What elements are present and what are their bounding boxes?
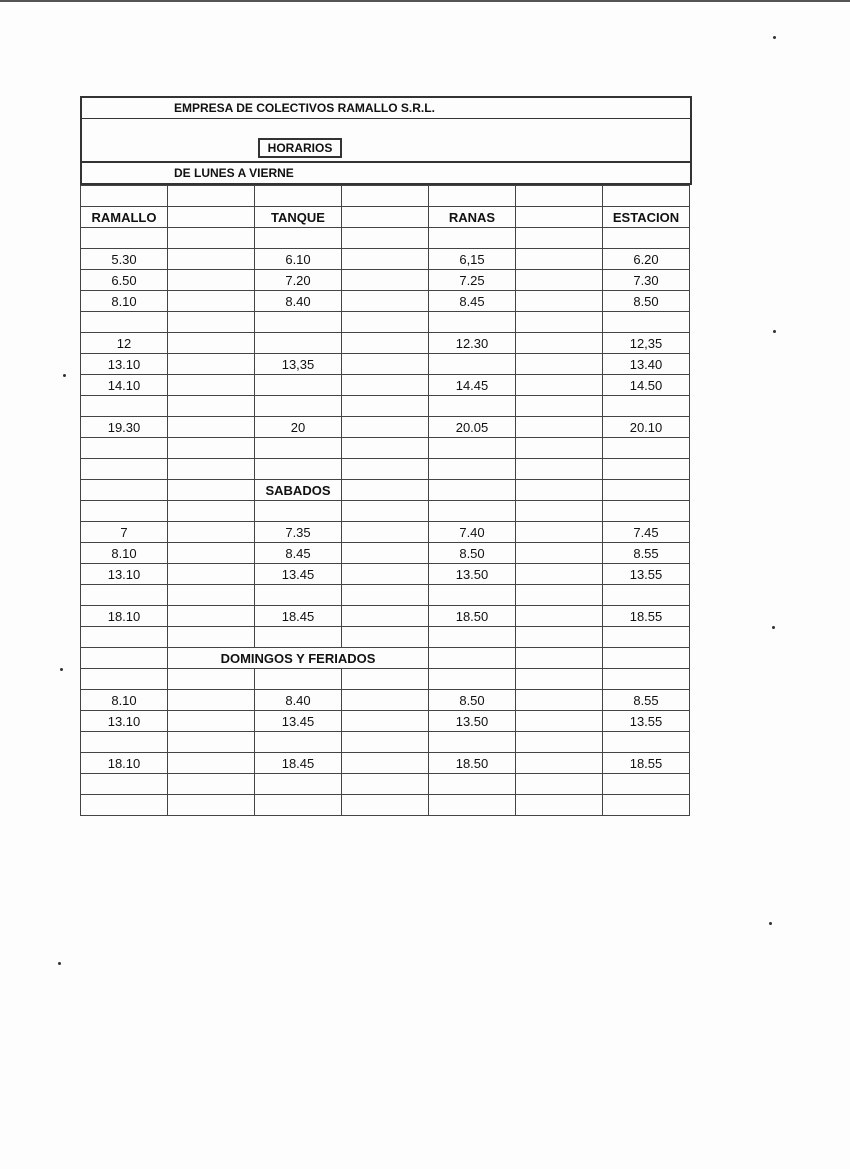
table-row — [81, 354, 690, 375]
empty-cell — [168, 291, 255, 312]
empty-cell — [603, 627, 690, 648]
empty-cell — [81, 774, 168, 795]
time-cell: 8.10 — [81, 690, 168, 711]
empty-cell — [81, 396, 168, 417]
empty-cell — [342, 627, 429, 648]
time-cell: 8.10 — [81, 291, 168, 312]
empty-cell — [81, 501, 168, 522]
spacer-row — [81, 669, 690, 690]
time-cell: 8.45 — [429, 291, 516, 312]
spacer-row — [81, 585, 690, 606]
table-row — [81, 690, 690, 711]
empty-cell — [168, 732, 255, 753]
table-row — [81, 711, 690, 732]
empty-cell — [429, 501, 516, 522]
empty-cell — [81, 228, 168, 249]
empty-cell — [342, 438, 429, 459]
empty-cell — [342, 732, 429, 753]
time-cell: 13,35 — [255, 354, 342, 375]
empty-cell — [516, 480, 603, 501]
horarios-row — [82, 119, 690, 163]
empty-cell — [81, 186, 168, 207]
empty-cell — [603, 228, 690, 249]
spacer-row — [81, 228, 690, 249]
empty-cell — [342, 669, 429, 690]
time-cell: 8.55 — [603, 690, 690, 711]
company-name: EMPRESA DE COLECTIVOS RAMALLO S.R.L. — [174, 101, 435, 115]
time-cell: 18.45 — [255, 753, 342, 774]
table-row — [81, 417, 690, 438]
empty-cell — [255, 396, 342, 417]
time-cell: 6.20 — [603, 249, 690, 270]
empty-cell — [429, 186, 516, 207]
empty-cell — [516, 501, 603, 522]
weekday-label: DE LUNES A VIERNE — [174, 166, 294, 180]
empty-cell — [81, 627, 168, 648]
empty-cell — [168, 690, 255, 711]
time-cell: 13.45 — [255, 711, 342, 732]
empty-cell — [342, 459, 429, 480]
empty-cell — [342, 396, 429, 417]
time-cell: 18.50 — [429, 606, 516, 627]
time-cell: 20.10 — [603, 417, 690, 438]
spacer-row — [81, 795, 690, 816]
time-cell: 8.10 — [81, 543, 168, 564]
time-cell: ESTACION — [603, 207, 690, 228]
time-cell: 7.45 — [603, 522, 690, 543]
spacer-row — [81, 438, 690, 459]
empty-cell — [516, 417, 603, 438]
timetable-body — [81, 186, 690, 816]
time-cell: 18.45 — [255, 606, 342, 627]
empty-cell — [342, 291, 429, 312]
section-row — [81, 648, 690, 669]
empty-cell — [168, 543, 255, 564]
empty-cell — [342, 522, 429, 543]
empty-cell — [168, 501, 255, 522]
time-cell — [429, 354, 516, 375]
time-cell: RANAS — [429, 207, 516, 228]
empty-cell — [429, 648, 516, 669]
empty-cell — [516, 438, 603, 459]
empty-cell — [81, 438, 168, 459]
time-cell: 6.50 — [81, 270, 168, 291]
empty-cell — [516, 774, 603, 795]
empty-cell — [255, 627, 342, 648]
section-row — [81, 480, 690, 501]
time-cell: 5.30 — [81, 249, 168, 270]
empty-cell — [255, 501, 342, 522]
time-cell: 7.25 — [429, 270, 516, 291]
empty-cell — [81, 459, 168, 480]
empty-cell — [516, 186, 603, 207]
empty-cell — [81, 648, 168, 669]
empty-cell — [342, 270, 429, 291]
table-row — [81, 375, 690, 396]
empty-cell — [342, 480, 429, 501]
empty-cell — [168, 753, 255, 774]
time-cell: 8.45 — [255, 543, 342, 564]
scan-speck — [772, 626, 775, 629]
empty-cell — [168, 585, 255, 606]
time-cell: 13.55 — [603, 564, 690, 585]
empty-cell — [516, 543, 603, 564]
schedule-sheet — [80, 96, 692, 816]
table-row — [81, 249, 690, 270]
time-cell: 14.10 — [81, 375, 168, 396]
table-row — [81, 564, 690, 585]
empty-cell — [516, 732, 603, 753]
empty-cell — [516, 312, 603, 333]
spacer-row — [81, 627, 690, 648]
empty-cell — [516, 585, 603, 606]
empty-cell — [516, 333, 603, 354]
time-cell: 20.05 — [429, 417, 516, 438]
empty-cell — [168, 354, 255, 375]
empty-cell — [81, 480, 168, 501]
empty-cell — [255, 459, 342, 480]
empty-cell — [516, 375, 603, 396]
time-cell: 20 — [255, 417, 342, 438]
empty-cell — [516, 627, 603, 648]
empty-cell — [342, 690, 429, 711]
empty-cell — [255, 438, 342, 459]
empty-cell — [342, 354, 429, 375]
empty-cell — [603, 774, 690, 795]
scan-edge — [0, 0, 850, 2]
empty-cell — [255, 795, 342, 816]
empty-cell — [342, 186, 429, 207]
time-cell: 7.35 — [255, 522, 342, 543]
empty-cell — [429, 396, 516, 417]
scan-speck — [60, 668, 63, 671]
table-row — [81, 753, 690, 774]
empty-cell — [168, 795, 255, 816]
time-cell: 8.50 — [603, 291, 690, 312]
scan-speck — [58, 962, 61, 965]
table-row — [81, 333, 690, 354]
time-cell: 7.20 — [255, 270, 342, 291]
time-cell: 12 — [81, 333, 168, 354]
time-cell: 8.50 — [429, 690, 516, 711]
empty-cell — [255, 774, 342, 795]
empty-cell — [168, 270, 255, 291]
empty-cell — [81, 732, 168, 753]
time-cell: 13.45 — [255, 564, 342, 585]
empty-cell — [516, 690, 603, 711]
empty-cell — [342, 606, 429, 627]
empty-cell — [603, 669, 690, 690]
spacer-row — [81, 312, 690, 333]
time-cell: 18.10 — [81, 753, 168, 774]
empty-cell — [168, 564, 255, 585]
empty-cell — [168, 186, 255, 207]
spacer-row — [81, 774, 690, 795]
empty-cell — [516, 207, 603, 228]
schedule-header — [80, 96, 692, 185]
spacer-row — [81, 501, 690, 522]
empty-cell — [168, 522, 255, 543]
empty-cell — [516, 753, 603, 774]
time-cell: 13.50 — [429, 711, 516, 732]
empty-cell — [168, 228, 255, 249]
empty-cell — [342, 501, 429, 522]
time-cell: 8.40 — [255, 291, 342, 312]
scan-speck — [773, 36, 776, 39]
timetable — [80, 185, 690, 816]
empty-cell — [516, 564, 603, 585]
empty-cell — [168, 312, 255, 333]
empty-cell — [255, 312, 342, 333]
empty-cell — [603, 438, 690, 459]
time-cell: 18.55 — [603, 606, 690, 627]
empty-cell — [429, 228, 516, 249]
empty-cell — [603, 396, 690, 417]
empty-cell — [516, 291, 603, 312]
empty-cell — [81, 585, 168, 606]
time-cell: 13.10 — [81, 354, 168, 375]
table-row — [81, 606, 690, 627]
empty-cell — [342, 207, 429, 228]
empty-cell — [603, 186, 690, 207]
time-cell: 14.45 — [429, 375, 516, 396]
spacer-row — [81, 459, 690, 480]
time-cell: 13.10 — [81, 564, 168, 585]
empty-cell — [168, 249, 255, 270]
scan-speck — [773, 330, 776, 333]
table-row — [81, 270, 690, 291]
empty-cell — [603, 648, 690, 669]
empty-cell — [342, 774, 429, 795]
empty-cell — [168, 627, 255, 648]
time-cell — [255, 375, 342, 396]
empty-cell — [516, 228, 603, 249]
empty-cell — [429, 795, 516, 816]
empty-cell — [516, 522, 603, 543]
time-cell: 13.50 — [429, 564, 516, 585]
empty-cell — [255, 585, 342, 606]
time-cell: 18.55 — [603, 753, 690, 774]
empty-cell — [342, 564, 429, 585]
empty-cell — [81, 312, 168, 333]
empty-cell — [516, 795, 603, 816]
time-cell: 6,15 — [429, 249, 516, 270]
time-cell: 7.40 — [429, 522, 516, 543]
time-cell: 8.55 — [603, 543, 690, 564]
time-cell: 7 — [81, 522, 168, 543]
empty-cell — [516, 711, 603, 732]
table-row — [81, 291, 690, 312]
empty-cell — [342, 333, 429, 354]
empty-cell — [168, 375, 255, 396]
time-cell: 13.55 — [603, 711, 690, 732]
empty-cell — [603, 312, 690, 333]
spacer-row — [81, 186, 690, 207]
empty-cell — [603, 501, 690, 522]
empty-cell — [168, 438, 255, 459]
column-header-row — [81, 207, 690, 228]
time-cell: 6.10 — [255, 249, 342, 270]
empty-cell — [429, 312, 516, 333]
empty-cell — [516, 249, 603, 270]
empty-cell — [255, 186, 342, 207]
section-label: SABADOS — [255, 480, 342, 501]
time-cell: 14.50 — [603, 375, 690, 396]
empty-cell — [168, 480, 255, 501]
empty-cell — [342, 228, 429, 249]
empty-cell — [603, 585, 690, 606]
section-label: DOMINGOS Y FERIADOS — [168, 648, 429, 669]
empty-cell — [168, 459, 255, 480]
time-cell: 8.40 — [255, 690, 342, 711]
empty-cell — [168, 606, 255, 627]
empty-cell — [603, 795, 690, 816]
empty-cell — [429, 732, 516, 753]
time-cell: 7.30 — [603, 270, 690, 291]
empty-cell — [429, 774, 516, 795]
empty-cell — [168, 774, 255, 795]
empty-cell — [429, 585, 516, 606]
empty-cell — [255, 228, 342, 249]
time-cell: 12.30 — [429, 333, 516, 354]
empty-cell — [168, 711, 255, 732]
empty-cell — [342, 585, 429, 606]
empty-cell — [516, 354, 603, 375]
empty-cell — [168, 396, 255, 417]
empty-cell — [342, 543, 429, 564]
time-cell: 13.40 — [603, 354, 690, 375]
empty-cell — [516, 669, 603, 690]
time-cell: 13.10 — [81, 711, 168, 732]
time-cell: RAMALLO — [81, 207, 168, 228]
empty-cell — [255, 669, 342, 690]
empty-cell — [603, 480, 690, 501]
empty-cell — [603, 732, 690, 753]
spacer-row — [81, 732, 690, 753]
scan-speck — [63, 374, 66, 377]
empty-cell — [516, 459, 603, 480]
time-cell: TANQUE — [255, 207, 342, 228]
spacer-row — [81, 396, 690, 417]
empty-cell — [255, 732, 342, 753]
weekday-row — [82, 163, 690, 183]
empty-cell — [168, 417, 255, 438]
empty-cell — [168, 333, 255, 354]
empty-cell — [342, 249, 429, 270]
empty-cell — [516, 648, 603, 669]
time-cell: 8.50 — [429, 543, 516, 564]
empty-cell — [168, 669, 255, 690]
empty-cell — [429, 627, 516, 648]
empty-cell — [429, 438, 516, 459]
empty-cell — [342, 417, 429, 438]
scan-speck — [769, 922, 772, 925]
empty-cell — [429, 480, 516, 501]
time-cell: 19.30 — [81, 417, 168, 438]
empty-cell — [342, 795, 429, 816]
empty-cell — [429, 669, 516, 690]
table-row — [81, 522, 690, 543]
empty-cell — [81, 669, 168, 690]
empty-cell — [516, 270, 603, 291]
empty-cell — [342, 753, 429, 774]
empty-cell — [516, 606, 603, 627]
time-cell: 18.10 — [81, 606, 168, 627]
empty-cell — [168, 207, 255, 228]
empty-cell — [342, 711, 429, 732]
empty-cell — [429, 459, 516, 480]
company-row — [82, 98, 690, 119]
empty-cell — [342, 312, 429, 333]
time-cell: 18.50 — [429, 753, 516, 774]
horarios-label: HORARIOS — [258, 138, 342, 158]
time-cell — [255, 333, 342, 354]
empty-cell — [603, 459, 690, 480]
empty-cell — [516, 396, 603, 417]
time-cell: 12,35 — [603, 333, 690, 354]
empty-cell — [81, 795, 168, 816]
table-row — [81, 543, 690, 564]
empty-cell — [342, 375, 429, 396]
